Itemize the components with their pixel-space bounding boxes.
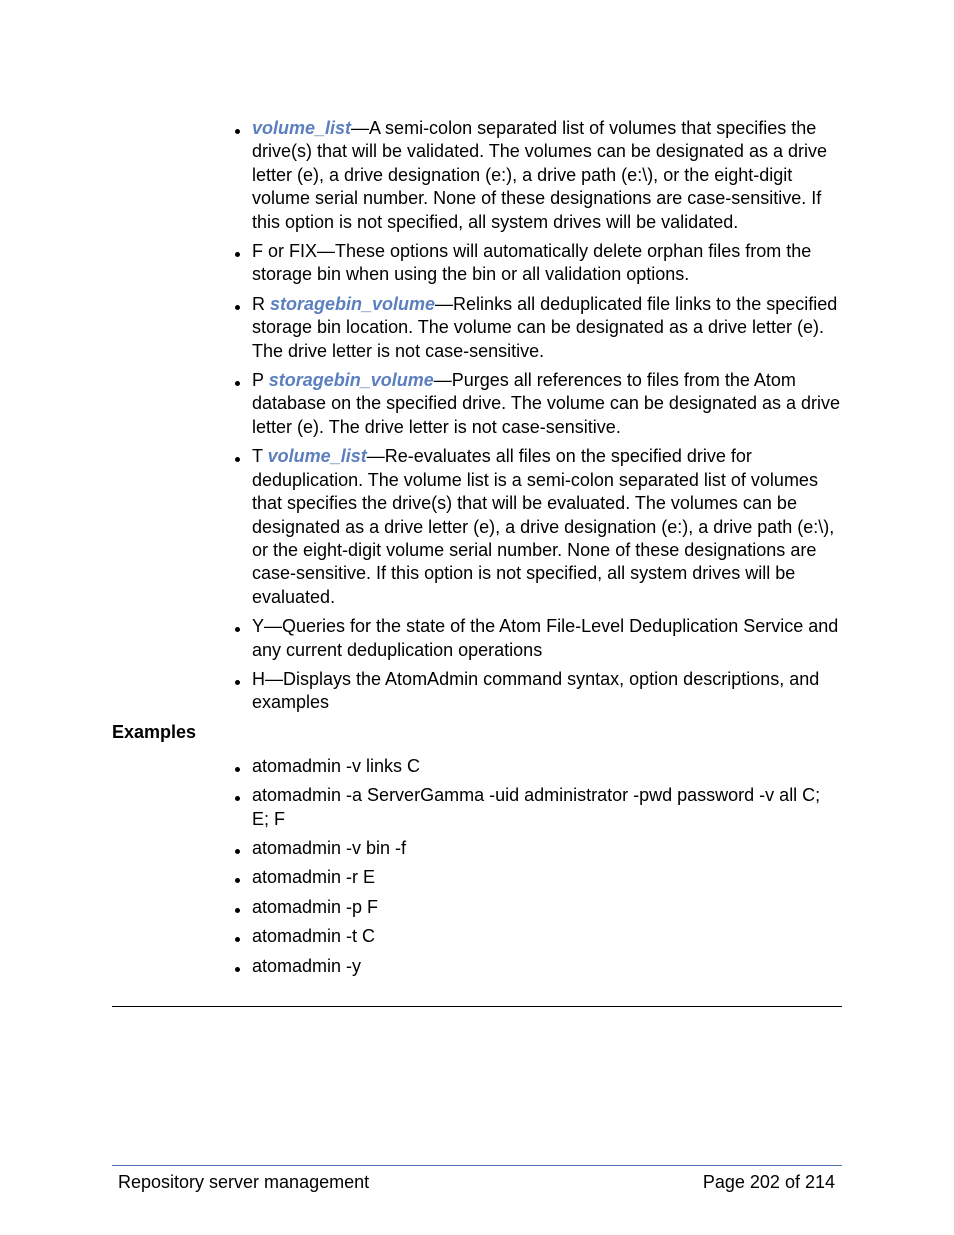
example-item: atomadmin -v bin -f — [252, 837, 842, 860]
option-parameter: volume_list — [267, 446, 367, 467]
option-description: —A semi-colon separated list of volumes that specifies the drive(s) that will be validated. The volumes can be designated as a drive letter (e), a drive designation (e:), a drive path (e:\), or the eight-digit volume serial number. None of these designations are case-sensitive. If this option is not specified, all system drives will be validated. — [252, 118, 827, 232]
option-item — [252, 240, 842, 287]
option-description: F or FIX—These options will automatically delete orphan files from the storage bin when using the bin or all validation options. — [252, 241, 812, 285]
footer-rule — [112, 1165, 842, 1166]
section-end-rule — [112, 1006, 842, 1007]
example-item: atomadmin -a ServerGamma -uid administrator -pwd password -v all C; E; F — [252, 784, 842, 831]
examples-heading: Examples — [112, 721, 197, 742]
option-description: —Re-evaluates all files on the specified drive for deduplication. The volume list is a semi-colon separated list of volumes that specifies the drive(s) that will be evaluated. The volumes can be designated as a drive letter (e), a drive designation (e:), a drive path (e:\), or the eight-digit volume serial number. None of these designations are case-sensitive. If this option is not specified, all system drives will be evaluated. — [252, 446, 835, 607]
option-description: Y—Queries for the state of the Atom File-Level Deduplication Service and any current deduplication operations — [252, 616, 839, 660]
option-prefix: R — [252, 293, 270, 314]
option-item — [252, 668, 842, 715]
option-item — [252, 293, 842, 363]
footer-page-number: Page 202 of 214 — [702, 1172, 835, 1192]
example-item: atomadmin -p F — [252, 896, 842, 919]
option-description: H—Displays the AtomAdmin command syntax, option descriptions, and examples — [252, 668, 820, 713]
examples-list — [112, 755, 842, 978]
option-parameter: volume_list — [252, 118, 352, 138]
example-item: atomadmin -t C — [252, 925, 842, 948]
footer-section-title: Repository server management — [118, 1172, 370, 1192]
example-item: atomadmin -v links C — [252, 755, 842, 778]
option-item — [252, 117, 842, 234]
option-parameter: storagebin_volume — [270, 293, 436, 314]
option-prefix: P — [252, 370, 269, 391]
example-item: atomadmin -r E — [252, 866, 842, 889]
example-item: atomadmin -y — [252, 955, 842, 978]
option-item — [252, 615, 842, 662]
options-list — [112, 117, 842, 715]
page-content — [112, 117, 842, 984]
option-parameter: storagebin_volume — [268, 370, 434, 391]
option-description: —Purges all references to files from the Atom database on the specified drive. The volume can be designated as a drive letter (e). The drive letter is not case-sensitive. — [252, 370, 841, 437]
option-prefix: T — [252, 446, 268, 467]
option-item — [252, 369, 842, 439]
option-item — [252, 445, 842, 609]
option-description: —Relinks all deduplicated file links to the specified storage bin location. The volume can be designated as a drive letter (e). The drive letter is not case-sensitive. — [252, 293, 838, 361]
